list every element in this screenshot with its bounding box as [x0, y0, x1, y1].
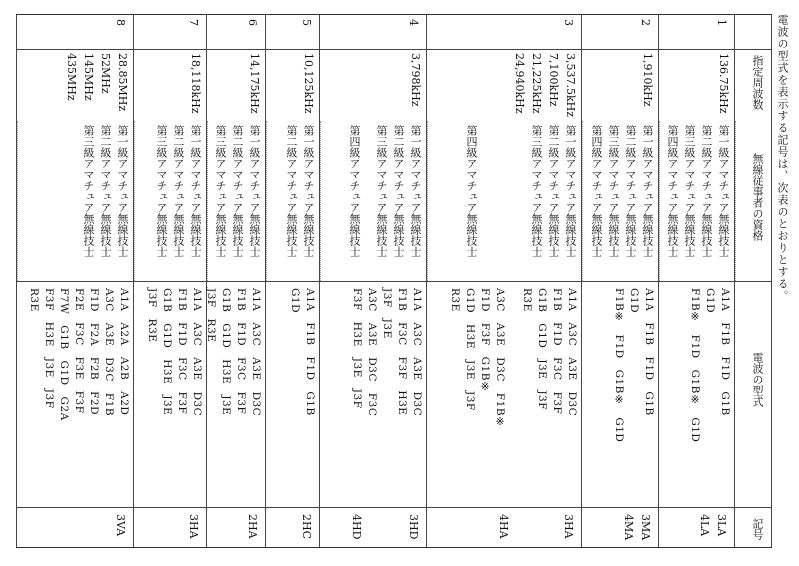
- emission-type-line: R3E: [521, 288, 533, 312]
- symbol: 4HA: [497, 514, 510, 539]
- symbol: 3MA: [639, 514, 652, 541]
- qualification: 第四級アマチュア無線技士: [666, 125, 679, 257]
- frequency: 136.75kHz: [717, 53, 730, 114]
- row-number: 2: [639, 19, 652, 26]
- symbol: 4HD: [350, 514, 363, 540]
- row-number-cell: [320, 15, 426, 50]
- frequency: 18,118kHz: [189, 53, 202, 114]
- emission-type-line: F2E F3C F3E F3F: [73, 288, 85, 414]
- row-number-cell: [659, 15, 734, 50]
- qualification-list: [80, 125, 131, 257]
- qualification: 第二級アマチュア無線技士: [547, 125, 560, 257]
- emission-type-line: F7W G1B G1D G2A: [58, 288, 70, 421]
- qualification: 第一級アマチュア無線技士: [409, 125, 422, 257]
- frequency-cell: [320, 49, 426, 121]
- qualification: 第二級アマチュア無線技士: [392, 125, 405, 257]
- emission-type-line: F3F H3E J3E J3F: [43, 288, 55, 409]
- emission-type-line: A1A A3C A3E D3C: [250, 288, 262, 417]
- emission-type-line: A3C A3E D3C F1B: [103, 288, 115, 417]
- symbol-list: [495, 514, 577, 539]
- frequency: 7,100kHz: [547, 53, 560, 107]
- emission-type-line: G1D H3E J3E J3F: [464, 288, 476, 411]
- symbol: 3HA: [562, 514, 575, 539]
- emission-type-line: G1D: [628, 288, 640, 313]
- qualification-cell: [134, 121, 206, 281]
- frequency-list: [715, 53, 732, 114]
- row-number-cell: [207, 15, 265, 50]
- row-number-cell: [582, 15, 658, 50]
- symbol-list: [244, 514, 261, 539]
- qualification: 第三級アマチュア無線技士: [155, 125, 168, 257]
- emission-type-line: R3E: [449, 288, 461, 312]
- qualification: 第二級アマチュア無線技士: [99, 125, 112, 257]
- frequency-cell: [266, 49, 319, 121]
- header-sym-label: 記号: [751, 518, 764, 540]
- emission-type-list: [687, 288, 732, 442]
- qualification: 第三級アマチュア無線技士: [214, 125, 227, 257]
- frequency-cell: [134, 49, 206, 121]
- emission-type-line: G1B G1D J3E J3F: [536, 288, 548, 411]
- emission-type-cell: [427, 281, 581, 508]
- symbol: 3HA: [187, 514, 200, 539]
- emission-type-line: F3F H3E J3E J3F: [351, 288, 363, 409]
- frequency-list: [639, 53, 656, 107]
- symbol-list: [620, 514, 654, 540]
- emission-type-line: G1B G1D H3E J3E: [220, 288, 232, 416]
- emission-type-list: [447, 288, 579, 429]
- symbol-cell: [134, 507, 206, 548]
- table-row: [319, 15, 426, 547]
- table-row: [658, 15, 734, 547]
- emission-type-line: A1A A3C A3E D3C: [411, 288, 423, 417]
- qualification: 第三級アマチュア無線技士: [607, 125, 620, 257]
- frequency-list: [246, 53, 263, 114]
- table-row: [16, 15, 133, 547]
- qualification: 第一級アマチュア無線技士: [116, 125, 129, 257]
- emission-type-line: J3F J3E: [381, 288, 393, 339]
- frequency-cell: [427, 49, 581, 121]
- emission-type-line: A3C A3E D3C F3C: [366, 288, 378, 417]
- row-number: 3: [562, 19, 575, 26]
- qualification-cell: [320, 121, 426, 281]
- qualification-list: [664, 125, 732, 257]
- symbol-list: [112, 514, 129, 536]
- symbol-list: [696, 514, 730, 536]
- frequency-list: [300, 53, 317, 114]
- emission-type-list: [144, 288, 204, 416]
- frequency-cell: [17, 49, 133, 121]
- qualification: 第二級アマチュア無線技士: [285, 125, 298, 257]
- symbol-cell: [207, 507, 265, 548]
- symbol-cell: [659, 507, 734, 548]
- symbol: 3VA: [114, 514, 127, 537]
- frequency-list: [63, 53, 131, 111]
- frequency: 21,225kHz: [530, 53, 543, 114]
- qualification-cell: [582, 121, 658, 281]
- row-number: 6: [246, 19, 259, 26]
- emission-type-cell: [659, 281, 734, 508]
- symbol-cell: [266, 507, 319, 548]
- qualification: 第四級アマチュア無線技士: [465, 125, 478, 257]
- frequency-list: [511, 53, 579, 117]
- emission-type-line: F1B F1D F3C F3F: [551, 288, 563, 415]
- emission-type-cell: [17, 281, 133, 508]
- row-number: 5: [300, 19, 313, 26]
- table-row: [133, 15, 206, 547]
- frequency-list: [407, 53, 424, 107]
- emission-type-line: A1A F1B F1D G1B: [304, 288, 316, 416]
- symbol-list: [348, 514, 422, 539]
- frequency-cell: [582, 49, 658, 121]
- emission-type-line: F1B※ F1D G1B※ G1D: [689, 288, 701, 443]
- qualification-list: [588, 125, 656, 257]
- emission-type-line: A3C A3E D3C F1B※: [494, 288, 506, 429]
- symbol-list: [185, 514, 202, 539]
- emission-type-cell: [134, 281, 206, 508]
- qualification-cell: [207, 121, 265, 281]
- qualification: 第三級アマチュア無線技士: [683, 125, 696, 257]
- emission-type-line: F1B F3C F3F H3E: [396, 288, 408, 416]
- qualification: 第二級アマチュア無線技士: [624, 125, 637, 257]
- qualification: 第三級アマチュア無線技士: [82, 125, 95, 257]
- emission-type-line: J3F R3E: [205, 288, 217, 343]
- emission-type-list: [349, 288, 424, 416]
- qualification-cell: [17, 121, 133, 281]
- qualification-cell: [427, 121, 581, 281]
- emission-type-list: [611, 288, 656, 442]
- frequency: 24,940kHz: [513, 53, 526, 114]
- frequency: 10,125kHz: [302, 53, 315, 114]
- frequency: 14,175kHz: [248, 53, 261, 114]
- frequency: 3,537.5kHz: [564, 53, 577, 118]
- frequency-cell: [659, 49, 734, 121]
- emission-type-line: F1D F3F G1B※: [479, 288, 491, 394]
- emission-type-line: A1A A2A A2B A2D: [118, 288, 130, 416]
- row-number: 8: [114, 19, 127, 26]
- symbol-cell: [17, 507, 133, 548]
- row-number: 1: [715, 19, 728, 26]
- emission-type-list: [287, 288, 317, 416]
- emission-type-list: [26, 288, 131, 421]
- header-num-cell: [735, 15, 771, 50]
- row-number-cell: [17, 15, 133, 50]
- emission-type-line: J3F R3E: [146, 288, 158, 343]
- qualification: 第一級アマチュア無線技士: [189, 125, 202, 257]
- frequency: 3,798kHz: [409, 53, 422, 107]
- emission-type-list: [203, 288, 263, 416]
- emission-type-cell: [207, 281, 265, 508]
- symbol: 4MA: [622, 514, 635, 541]
- qualification-list: [463, 125, 579, 257]
- qualification: 第二級アマチュア無線技士: [231, 125, 244, 257]
- symbol: 3LA: [715, 514, 728, 537]
- emission-type-line: F1B※ F1D G1B※ G1D: [613, 288, 625, 443]
- symbol-cell: [582, 507, 658, 548]
- header-type-cell: [735, 281, 771, 508]
- emission-type-line: F1B F1D F3C F3F: [235, 288, 247, 415]
- qualification: 第二級アマチュア無線技士: [172, 125, 185, 257]
- qualification: 第三級アマチュア無線技士: [375, 125, 388, 257]
- header-column: [734, 15, 772, 547]
- emission-type-cell: [266, 281, 319, 508]
- table-row: [581, 15, 658, 547]
- header-freq-cell: [735, 49, 771, 121]
- emission-type-line: G1D: [704, 288, 716, 313]
- frequency-cell: [207, 49, 265, 121]
- row-number-cell: [427, 15, 581, 50]
- emission-type-line: R3E: [28, 288, 40, 312]
- symbol-cell: [320, 507, 426, 548]
- emission-type-line: G1B G1D H3E J3E: [161, 288, 173, 416]
- emission-type-cell: [320, 281, 426, 508]
- qualification-list: [153, 125, 204, 257]
- emission-type-line: G1D: [289, 288, 301, 313]
- qualification: 第一級アマチュア無線技士: [564, 125, 577, 257]
- emission-table: [16, 14, 772, 548]
- symbol: 4LA: [698, 514, 711, 537]
- row-number: 7: [187, 19, 200, 26]
- qualification: 第一級アマチュア無線技士: [717, 125, 730, 257]
- frequency: 145MHz: [82, 53, 95, 101]
- table-row: [265, 15, 319, 547]
- qualification-list: [283, 125, 317, 257]
- qualification: 第二級アマチュア無線技士: [700, 125, 713, 257]
- row-number-cell: [134, 15, 206, 50]
- table-row: [206, 15, 265, 547]
- symbol: 2HA: [246, 514, 259, 539]
- emission-type-line: A1A F1B F1D G1B: [719, 288, 731, 416]
- qualification: 第一級アマチュア無線技士: [302, 125, 315, 257]
- frequency: 1,910kHz: [641, 53, 654, 107]
- qualification-list: [346, 125, 424, 257]
- row-number: 4: [407, 19, 420, 26]
- frequency: 28.85MHz: [116, 53, 129, 112]
- emission-type-line: F1D F2A F2B F2D: [88, 288, 100, 415]
- qualification-list: [212, 125, 263, 257]
- page-heading: 電波の型式を表示する記号は、次表のとおりとする。: [776, 14, 789, 302]
- qualification: 第一級アマチュア無線技士: [641, 125, 654, 257]
- header-type-label: 電波の型式: [751, 352, 764, 407]
- frequency: 435MHz: [65, 53, 78, 101]
- frequency: 52MHz: [99, 53, 112, 94]
- qualification: 第四級アマチュア無線技士: [348, 125, 361, 257]
- header-freq-label: 指定周波数: [751, 55, 764, 110]
- qualification: 第一級アマチュア無線技士: [248, 125, 261, 257]
- qualification: 第四級アマチュア無線技士: [590, 125, 603, 257]
- symbol: 2HC: [300, 514, 313, 540]
- qualification: 第三級アマチュア無線技士: [530, 125, 543, 257]
- symbol-list: [298, 514, 315, 539]
- header-qual-label: 無線従事者の資格: [751, 153, 764, 241]
- emission-type-line: A1A A3C A3E D3C: [566, 288, 578, 417]
- table-row: [426, 15, 581, 547]
- qualification-cell: [266, 121, 319, 281]
- emission-type-line: A1A A3C A3E D3C: [191, 288, 203, 417]
- row-number-cell: [266, 15, 319, 50]
- symbol-cell: [427, 507, 581, 548]
- symbol: 3HD: [407, 514, 420, 540]
- header-qual-cell: [735, 121, 771, 281]
- frequency-list: [187, 53, 204, 114]
- emission-type-cell: [582, 281, 658, 508]
- emission-type-line: F1B F1D F3C F3F: [176, 288, 188, 415]
- emission-type-line: A1A F1B F1D G1B: [643, 288, 655, 416]
- header-sym-cell: [735, 507, 771, 548]
- qualification-cell: [659, 121, 734, 281]
